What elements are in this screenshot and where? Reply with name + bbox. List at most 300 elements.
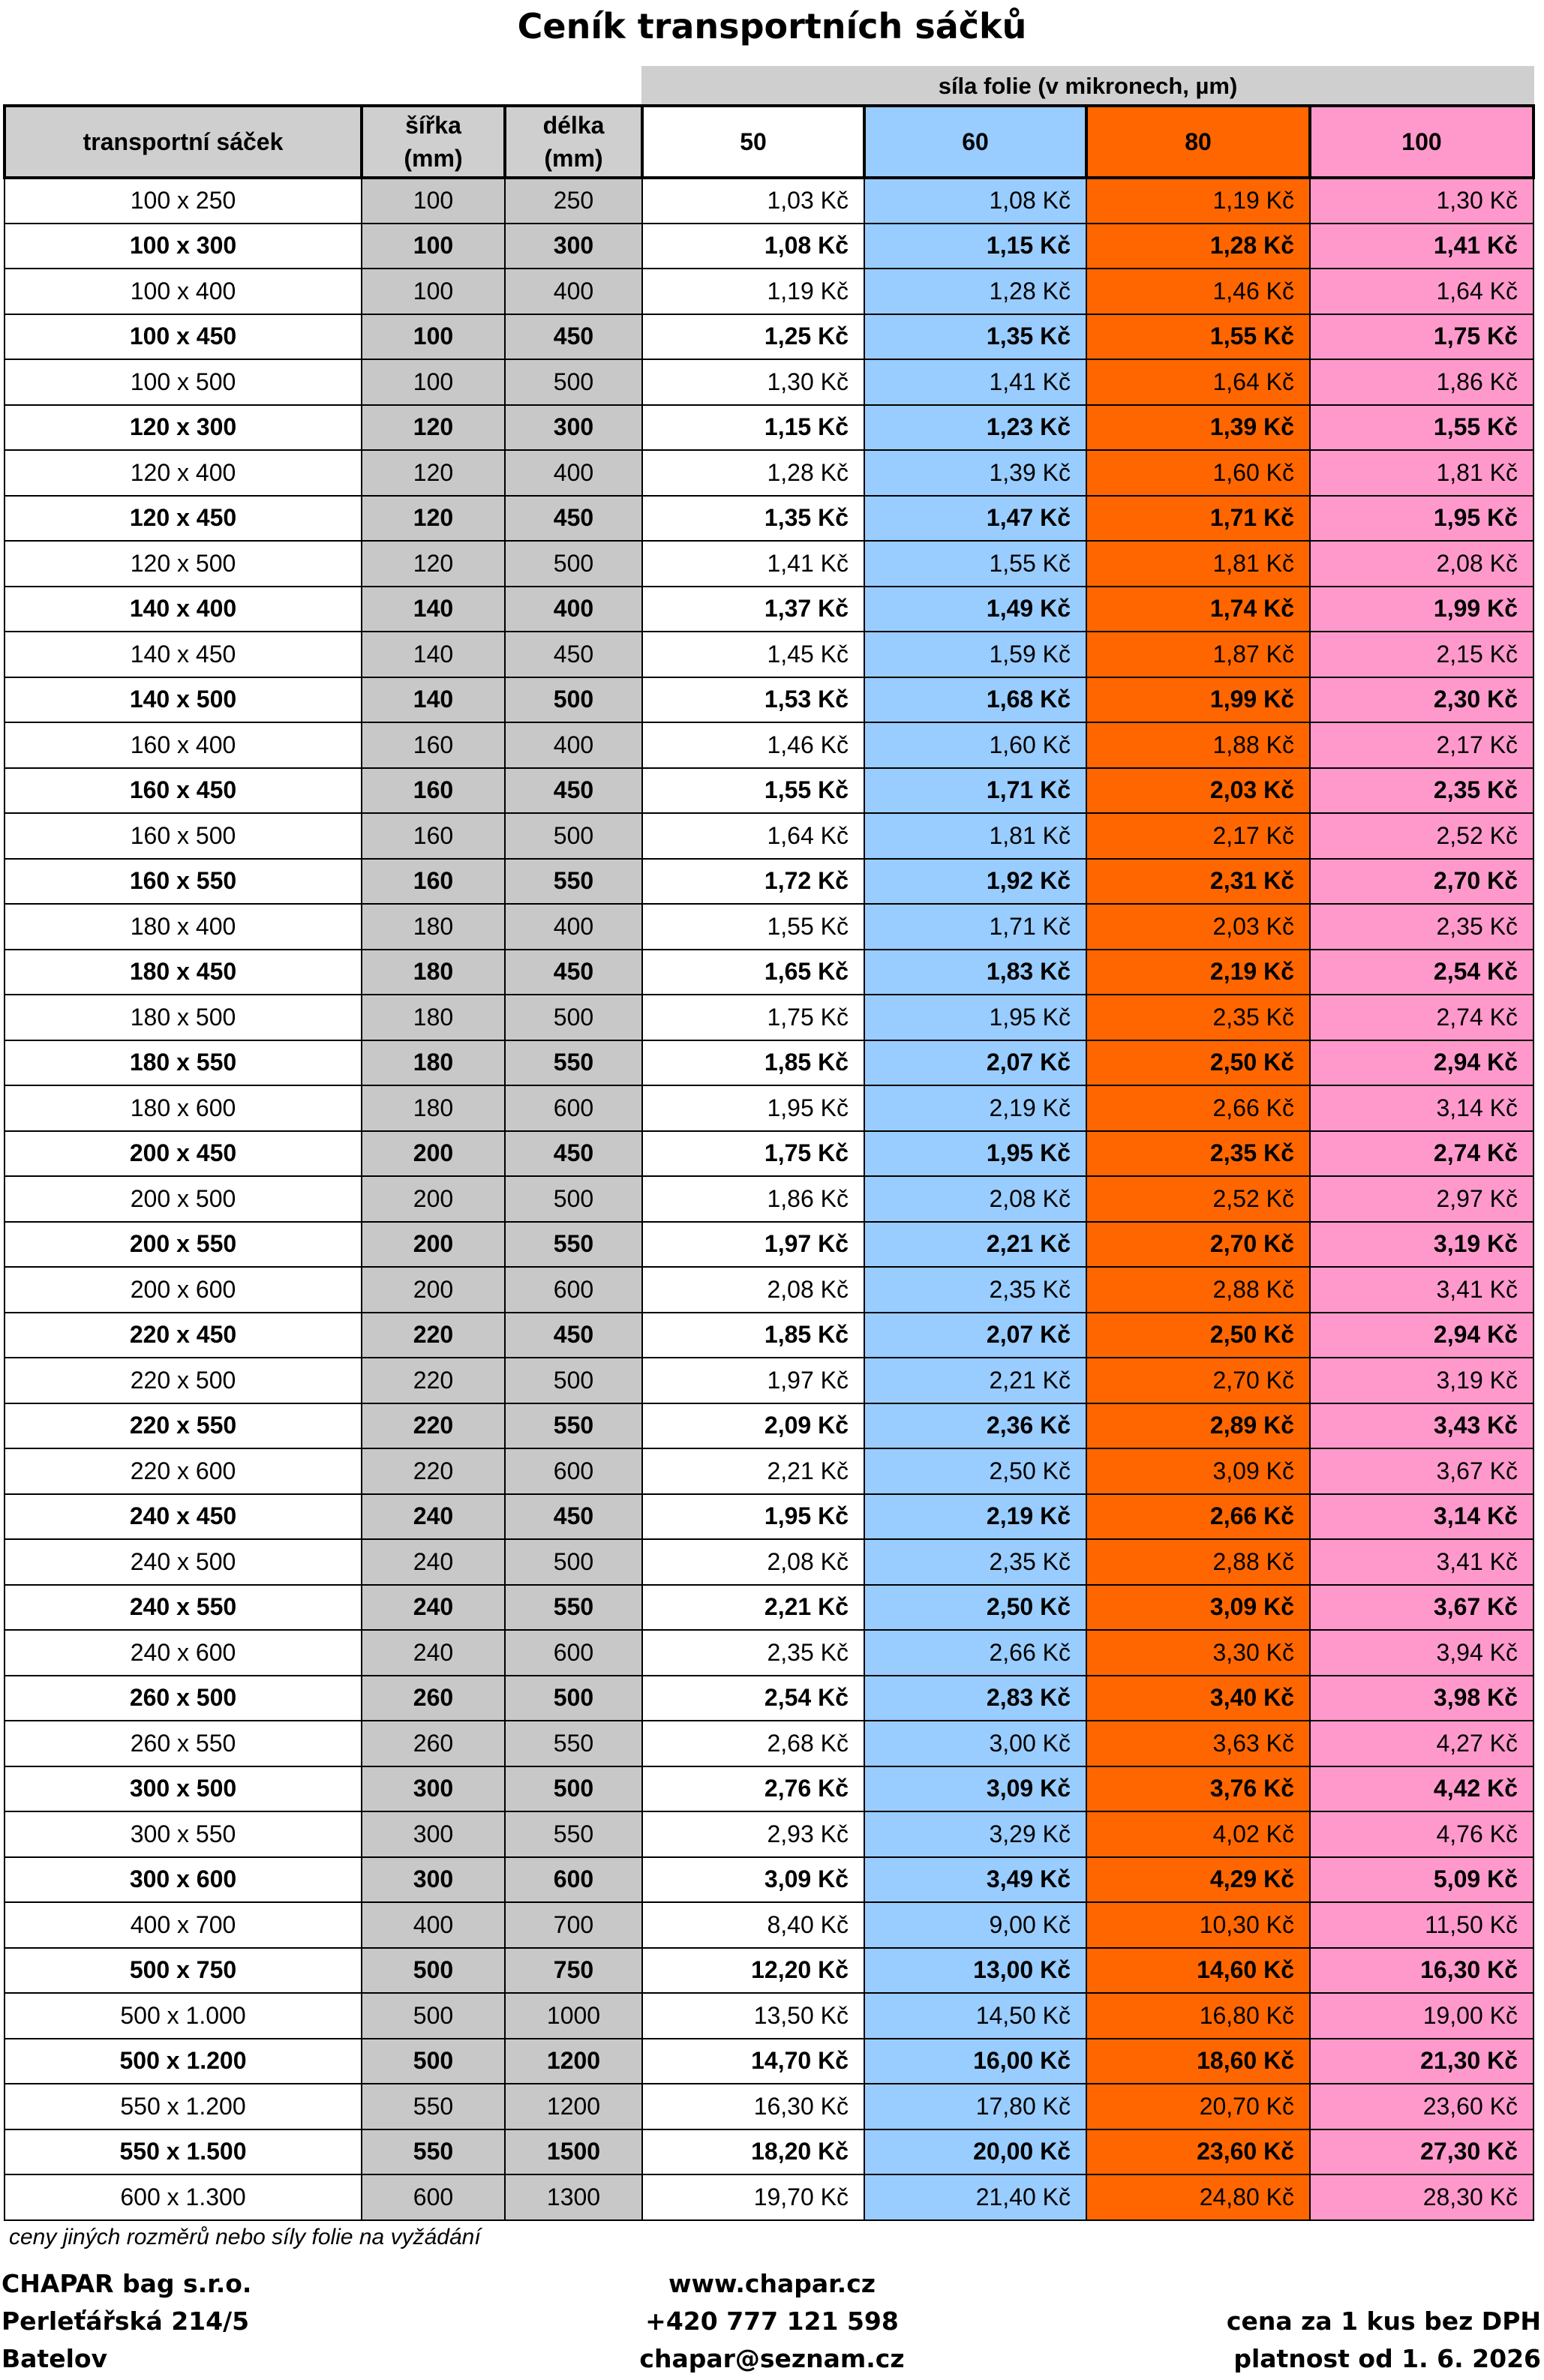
bag-width: 200 xyxy=(362,1222,505,1268)
price-50: 18,20 Kč xyxy=(642,2129,864,2175)
bag-width: 500 xyxy=(362,2039,505,2084)
bag-length: 450 xyxy=(505,950,642,995)
price-50: 2,35 Kč xyxy=(642,1630,864,1676)
table-row xyxy=(5,2084,1533,2129)
price-60: 16,00 Kč xyxy=(864,2039,1086,2084)
bag-size: 400 x 700 xyxy=(5,1902,362,1948)
bag-width: 180 xyxy=(362,1040,505,1086)
bag-size: 140 x 450 xyxy=(5,632,362,677)
table-row xyxy=(5,859,1533,905)
price-50: 2,76 Kč xyxy=(642,1766,864,1812)
price-100: 3,14 Kč xyxy=(1310,1494,1533,1540)
price-60: 1,47 Kč xyxy=(864,496,1086,542)
table-row xyxy=(5,1948,1533,1994)
website-link[interactable]: www.chapar.cz xyxy=(668,2269,876,2298)
table-row xyxy=(5,541,1533,587)
table-row xyxy=(5,1040,1533,1086)
price-100: 5,09 Kč xyxy=(1310,1857,1533,1903)
price-100: 4,27 Kč xyxy=(1310,1721,1533,1766)
bag-size: 240 x 600 xyxy=(5,1630,362,1676)
bag-width: 500 xyxy=(362,1948,505,1994)
price-60: 2,50 Kč xyxy=(864,1585,1086,1631)
bag-width: 120 xyxy=(362,496,505,542)
price-80: 2,52 Kč xyxy=(1086,1176,1310,1222)
bag-length: 500 xyxy=(505,1358,642,1403)
price-100: 28,30 Kč xyxy=(1310,2174,1533,2220)
bag-length: 450 xyxy=(505,632,642,677)
price-60: 13,00 Kč xyxy=(864,1948,1086,1994)
price-50: 2,08 Kč xyxy=(642,1267,864,1313)
price-50: 1,28 Kč xyxy=(642,450,864,496)
price-80: 2,50 Kč xyxy=(1086,1040,1310,1086)
price-80: 2,88 Kč xyxy=(1086,1267,1310,1313)
price-100: 2,35 Kč xyxy=(1310,904,1533,950)
bag-size: 160 x 400 xyxy=(5,722,362,768)
price-60: 2,83 Kč xyxy=(864,1676,1086,1721)
price-80: 1,71 Kč xyxy=(1086,496,1310,542)
bag-length: 450 xyxy=(505,1131,642,1177)
bag-size: 180 x 500 xyxy=(5,995,362,1040)
price-80: 2,70 Kč xyxy=(1086,1358,1310,1403)
bag-length: 550 xyxy=(505,1040,642,1086)
bag-size: 100 x 250 xyxy=(5,178,362,224)
bag-size: 160 x 450 xyxy=(5,768,362,814)
price-100: 2,74 Kč xyxy=(1310,995,1533,1040)
price-60: 1,71 Kč xyxy=(864,904,1086,950)
table-row xyxy=(5,314,1533,360)
price-100: 2,52 Kč xyxy=(1310,813,1533,859)
bag-width: 260 xyxy=(362,1721,505,1766)
table-row xyxy=(5,1811,1533,1857)
price-80: 3,40 Kč xyxy=(1086,1676,1310,1721)
price-50: 1,97 Kč xyxy=(642,1358,864,1403)
bag-length: 500 xyxy=(505,541,642,587)
price-60: 2,21 Kč xyxy=(864,1358,1086,1403)
price-50: 1,72 Kč xyxy=(642,859,864,905)
price-100: 2,94 Kč xyxy=(1310,1040,1533,1086)
table-row xyxy=(5,1085,1533,1131)
table-row xyxy=(5,178,1533,224)
table-row xyxy=(5,2129,1533,2175)
bag-width: 100 xyxy=(362,178,505,224)
price-60: 9,00 Kč xyxy=(864,1902,1086,1948)
bag-width: 180 xyxy=(362,950,505,995)
price-60: 21,40 Kč xyxy=(864,2174,1086,2220)
price-50: 1,30 Kč xyxy=(642,359,864,405)
bag-size: 550 x 1.200 xyxy=(5,2084,362,2129)
price-60: 1,39 Kč xyxy=(864,450,1086,496)
table-row xyxy=(5,1131,1533,1177)
bag-size: 100 x 300 xyxy=(5,224,362,269)
price-100: 2,94 Kč xyxy=(1310,1313,1533,1358)
header-width: šířka (mm) xyxy=(362,106,505,178)
bag-size: 240 x 500 xyxy=(5,1539,362,1585)
price-50: 1,19 Kč xyxy=(642,269,864,314)
table-row xyxy=(5,1313,1533,1358)
price-50: 1,37 Kč xyxy=(642,587,864,632)
bag-width: 200 xyxy=(362,1131,505,1177)
bag-width: 300 xyxy=(362,1766,505,1812)
bag-width: 100 xyxy=(362,314,505,360)
price-100: 2,17 Kč xyxy=(1310,722,1533,768)
table-row xyxy=(5,587,1533,632)
price-60: 2,07 Kč xyxy=(864,1040,1086,1086)
price-100: 1,99 Kč xyxy=(1310,587,1533,632)
price-50: 1,15 Kč xyxy=(642,405,864,451)
price-50: 1,03 Kč xyxy=(642,178,864,224)
price-60: 1,55 Kč xyxy=(864,541,1086,587)
bag-size: 600 x 1.300 xyxy=(5,2174,362,2220)
price-80: 20,70 Kč xyxy=(1086,2084,1310,2129)
table-row xyxy=(5,1176,1533,1222)
table-row xyxy=(5,224,1533,269)
bag-width: 500 xyxy=(362,1993,505,2039)
thickness-superheader: síla folie (v mikronech, µm) xyxy=(642,67,1533,106)
bag-size: 220 x 450 xyxy=(5,1313,362,1358)
bag-length: 500 xyxy=(505,677,642,723)
price-80: 2,66 Kč xyxy=(1086,1085,1310,1131)
bag-length: 550 xyxy=(505,1811,642,1857)
bag-length: 300 xyxy=(505,224,642,269)
phone-number: +420 777 121 598 xyxy=(645,2306,899,2336)
table-row xyxy=(5,1721,1533,1766)
bag-size: 160 x 550 xyxy=(5,859,362,905)
price-60: 2,35 Kč xyxy=(864,1267,1086,1313)
bag-width: 100 xyxy=(362,359,505,405)
price-100: 1,75 Kč xyxy=(1310,314,1533,360)
price-100: 23,60 Kč xyxy=(1310,2084,1533,2129)
bag-length: 1300 xyxy=(505,2174,642,2220)
table-row xyxy=(5,1267,1533,1313)
validity-date: platnost od 1. 6. 2026 xyxy=(1233,2344,1541,2373)
price-50: 8,40 Kč xyxy=(642,1902,864,1948)
header-thickness-50: 50 xyxy=(642,106,864,178)
price-100: 19,00 Kč xyxy=(1310,1993,1533,2039)
company-street: Perleťářská 214/5 xyxy=(2,2306,250,2336)
price-50: 2,08 Kč xyxy=(642,1539,864,1585)
bag-width: 550 xyxy=(362,2129,505,2175)
bag-width: 220 xyxy=(362,1358,505,1403)
price-50: 1,95 Kč xyxy=(642,1085,864,1131)
bag-size: 200 x 550 xyxy=(5,1222,362,1268)
bag-length: 250 xyxy=(505,178,642,224)
bag-size: 300 x 550 xyxy=(5,1811,362,1857)
price-80: 1,64 Kč xyxy=(1086,359,1310,405)
price-80: 2,50 Kč xyxy=(1086,1313,1310,1358)
price-50: 1,08 Kč xyxy=(642,224,864,269)
bag-size: 220 x 500 xyxy=(5,1358,362,1403)
bag-length: 550 xyxy=(505,1222,642,1268)
bag-size: 180 x 600 xyxy=(5,1085,362,1131)
bag-length: 400 xyxy=(505,269,642,314)
price-50: 1,41 Kč xyxy=(642,541,864,587)
price-100: 11,50 Kč xyxy=(1310,1902,1533,1948)
bag-size: 120 x 300 xyxy=(5,405,362,451)
bag-length: 600 xyxy=(505,1085,642,1131)
price-60: 1,49 Kč xyxy=(864,587,1086,632)
price-80: 2,19 Kč xyxy=(1086,950,1310,995)
price-80: 3,76 Kč xyxy=(1086,1766,1310,1812)
table-row xyxy=(5,1766,1533,1812)
price-100: 3,67 Kč xyxy=(1310,1448,1533,1494)
bag-size: 200 x 450 xyxy=(5,1131,362,1177)
price-50: 2,21 Kč xyxy=(642,1448,864,1494)
bag-size: 180 x 550 xyxy=(5,1040,362,1086)
price-100: 1,41 Kč xyxy=(1310,224,1533,269)
bag-length: 1000 xyxy=(505,1993,642,2039)
bag-size: 550 x 1.500 xyxy=(5,2129,362,2175)
price-table xyxy=(3,66,1535,2221)
price-80: 3,09 Kč xyxy=(1086,1585,1310,1631)
price-50: 1,53 Kč xyxy=(642,677,864,723)
table-row xyxy=(5,1539,1533,1585)
header-product: transportní sáček xyxy=(5,106,362,178)
bag-size: 220 x 600 xyxy=(5,1448,362,1494)
price-60: 2,66 Kč xyxy=(864,1630,1086,1676)
table-row xyxy=(5,1630,1533,1676)
price-100: 1,81 Kč xyxy=(1310,450,1533,496)
price-60: 3,29 Kč xyxy=(864,1811,1086,1857)
price-60: 3,49 Kč xyxy=(864,1857,1086,1903)
bag-length: 1200 xyxy=(505,2084,642,2129)
bag-length: 600 xyxy=(505,1857,642,1903)
bag-length: 450 xyxy=(505,768,642,814)
price-100: 3,41 Kč xyxy=(1310,1539,1533,1585)
table-row xyxy=(5,2039,1533,2084)
price-100: 1,95 Kč xyxy=(1310,496,1533,542)
price-60: 1,95 Kč xyxy=(864,995,1086,1040)
price-60: 2,21 Kč xyxy=(864,1222,1086,1268)
price-60: 1,68 Kč xyxy=(864,677,1086,723)
bag-length: 400 xyxy=(505,587,642,632)
bag-width: 300 xyxy=(362,1857,505,1903)
bag-width: 600 xyxy=(362,2174,505,2220)
table-row xyxy=(5,677,1533,723)
bag-length: 550 xyxy=(505,1403,642,1449)
price-50: 2,09 Kč xyxy=(642,1403,864,1449)
bag-width: 220 xyxy=(362,1403,505,1449)
price-60: 1,60 Kč xyxy=(864,722,1086,768)
price-60: 1,35 Kč xyxy=(864,314,1086,360)
table-row xyxy=(5,1358,1533,1403)
price-80: 2,03 Kč xyxy=(1086,904,1310,950)
bag-width: 240 xyxy=(362,1539,505,1585)
price-100: 2,35 Kč xyxy=(1310,768,1533,814)
price-100: 3,67 Kč xyxy=(1310,1585,1533,1631)
bag-width: 100 xyxy=(362,224,505,269)
price-60: 2,07 Kč xyxy=(864,1313,1086,1358)
price-80: 2,66 Kč xyxy=(1086,1494,1310,1540)
bag-length: 750 xyxy=(505,1948,642,1994)
bag-size: 200 x 500 xyxy=(5,1176,362,1222)
price-60: 1,83 Kč xyxy=(864,950,1086,995)
bag-length: 1500 xyxy=(505,2129,642,2175)
bag-length: 1200 xyxy=(505,2039,642,2084)
price-80: 3,63 Kč xyxy=(1086,1721,1310,1766)
bag-width: 240 xyxy=(362,1494,505,1540)
price-50: 1,75 Kč xyxy=(642,995,864,1040)
table-row xyxy=(5,1676,1533,1721)
bag-size: 500 x 750 xyxy=(5,1948,362,1994)
bag-length: 450 xyxy=(505,496,642,542)
company-contacts xyxy=(547,2265,997,2378)
bag-length: 400 xyxy=(505,722,642,768)
bag-length: 550 xyxy=(505,1585,642,1631)
price-100: 3,19 Kč xyxy=(1310,1358,1533,1403)
price-80: 2,31 Kč xyxy=(1086,859,1310,905)
bag-size: 120 x 450 xyxy=(5,496,362,542)
price-50: 1,46 Kč xyxy=(642,722,864,768)
price-50: 1,55 Kč xyxy=(642,904,864,950)
price-80: 16,80 Kč xyxy=(1086,1993,1310,2039)
company-address xyxy=(2,2265,251,2378)
header-length: délka (mm) xyxy=(505,106,642,178)
price-100: 2,08 Kč xyxy=(1310,541,1533,587)
price-80: 1,74 Kč xyxy=(1086,587,1310,632)
bag-width: 240 xyxy=(362,1585,505,1631)
table-row xyxy=(5,1857,1533,1903)
email-link[interactable]: chapar@seznam.cz xyxy=(639,2344,905,2373)
table-row xyxy=(5,1222,1533,1268)
price-80: 2,89 Kč xyxy=(1086,1403,1310,1449)
bag-size: 220 x 550 xyxy=(5,1403,362,1449)
price-60: 1,15 Kč xyxy=(864,224,1086,269)
price-80: 2,17 Kč xyxy=(1086,813,1310,859)
bag-size: 160 x 500 xyxy=(5,813,362,859)
price-60: 1,08 Kč xyxy=(864,178,1086,224)
price-100: 2,30 Kč xyxy=(1310,677,1533,723)
price-60: 3,00 Kč xyxy=(864,1721,1086,1766)
table-row xyxy=(5,995,1533,1040)
bag-width: 160 xyxy=(362,722,505,768)
bag-length: 500 xyxy=(505,1176,642,1222)
price-80: 4,29 Kč xyxy=(1086,1857,1310,1903)
price-60: 2,19 Kč xyxy=(864,1085,1086,1131)
price-80: 10,30 Kč xyxy=(1086,1902,1310,1948)
price-60: 2,19 Kč xyxy=(864,1494,1086,1540)
price-80: 23,60 Kč xyxy=(1086,2129,1310,2175)
price-80: 1,19 Kč xyxy=(1086,178,1310,224)
price-100: 4,42 Kč xyxy=(1310,1766,1533,1812)
price-60: 1,28 Kč xyxy=(864,269,1086,314)
price-terms xyxy=(1227,2303,1541,2378)
header-thickness-100: 100 xyxy=(1310,106,1533,178)
table-row xyxy=(5,1993,1533,2039)
bag-width: 200 xyxy=(362,1176,505,1222)
bag-size: 200 x 600 xyxy=(5,1267,362,1313)
price-80: 2,70 Kč xyxy=(1086,1222,1310,1268)
price-50: 1,85 Kč xyxy=(642,1040,864,1086)
table-row xyxy=(5,1902,1533,1948)
table-row xyxy=(5,1403,1533,1449)
table-row xyxy=(5,950,1533,995)
price-50: 2,93 Kč xyxy=(642,1811,864,1857)
table-row xyxy=(5,1494,1533,1540)
price-50: 1,65 Kč xyxy=(642,950,864,995)
bag-length: 400 xyxy=(505,450,642,496)
table-row xyxy=(5,904,1533,950)
price-50: 1,35 Kč xyxy=(642,496,864,542)
price-50: 14,70 Kč xyxy=(642,2039,864,2084)
price-60: 1,92 Kč xyxy=(864,859,1086,905)
bag-length: 500 xyxy=(505,813,642,859)
page-title: Ceník transportních sáčků xyxy=(517,6,1027,47)
price-100: 2,15 Kč xyxy=(1310,632,1533,677)
company-name: CHAPAR bag s.r.o. xyxy=(2,2269,252,2298)
price-50: 1,85 Kč xyxy=(642,1313,864,1358)
price-100: 3,14 Kč xyxy=(1310,1085,1533,1131)
price-100: 2,74 Kč xyxy=(1310,1131,1533,1177)
price-80: 18,60 Kč xyxy=(1086,2039,1310,2084)
bag-length: 500 xyxy=(505,359,642,405)
bag-length: 400 xyxy=(505,904,642,950)
price-60: 2,50 Kč xyxy=(864,1448,1086,1494)
bag-length: 450 xyxy=(505,314,642,360)
price-50: 1,95 Kč xyxy=(642,1494,864,1540)
price-80: 2,03 Kč xyxy=(1086,768,1310,814)
price-60: 3,09 Kč xyxy=(864,1766,1086,1812)
price-100: 3,94 Kč xyxy=(1310,1630,1533,1676)
table-row xyxy=(5,813,1533,859)
bag-length: 600 xyxy=(505,1630,642,1676)
price-100: 16,30 Kč xyxy=(1310,1948,1533,1994)
bag-width: 220 xyxy=(362,1448,505,1494)
price-60: 2,08 Kč xyxy=(864,1176,1086,1222)
bag-width: 120 xyxy=(362,541,505,587)
bag-length: 600 xyxy=(505,1448,642,1494)
bag-width: 180 xyxy=(362,1085,505,1131)
bag-width: 240 xyxy=(362,1630,505,1676)
price-100: 2,97 Kč xyxy=(1310,1176,1533,1222)
bag-width: 160 xyxy=(362,813,505,859)
bag-size: 260 x 500 xyxy=(5,1676,362,1721)
bag-size: 120 x 500 xyxy=(5,541,362,587)
table-row xyxy=(5,722,1533,768)
bag-size: 500 x 1.000 xyxy=(5,1993,362,2039)
table-row xyxy=(5,2174,1533,2220)
price-100: 4,76 Kč xyxy=(1310,1811,1533,1857)
price-50: 1,97 Kč xyxy=(642,1222,864,1268)
bag-size: 240 x 550 xyxy=(5,1585,362,1631)
thickness-superheader-row xyxy=(5,67,1533,106)
price-50: 1,75 Kč xyxy=(642,1131,864,1177)
price-50: 2,54 Kč xyxy=(642,1676,864,1721)
price-80: 1,87 Kč xyxy=(1086,632,1310,677)
bag-size: 100 x 450 xyxy=(5,314,362,360)
bag-size: 100 x 400 xyxy=(5,269,362,314)
bag-width: 400 xyxy=(362,1902,505,1948)
bag-length: 300 xyxy=(505,405,642,451)
bag-size: 500 x 1.200 xyxy=(5,2039,362,2084)
price-60: 1,81 Kč xyxy=(864,813,1086,859)
company-city: Batelov xyxy=(2,2344,108,2373)
table-row xyxy=(5,1585,1533,1631)
price-60: 2,36 Kč xyxy=(864,1403,1086,1449)
table-row xyxy=(5,768,1533,814)
bag-size: 260 x 550 xyxy=(5,1721,362,1766)
bag-length: 700 xyxy=(505,1902,642,1948)
bag-size: 300 x 500 xyxy=(5,1766,362,1812)
price-100: 3,98 Kč xyxy=(1310,1676,1533,1721)
price-100: 3,19 Kč xyxy=(1310,1222,1533,1268)
table-row xyxy=(5,1448,1533,1494)
bag-width: 180 xyxy=(362,904,505,950)
bag-length: 500 xyxy=(505,995,642,1040)
bag-width: 300 xyxy=(362,1811,505,1857)
price-60: 14,50 Kč xyxy=(864,1993,1086,2039)
price-80: 1,88 Kč xyxy=(1086,722,1310,768)
price-60: 1,23 Kč xyxy=(864,405,1086,451)
